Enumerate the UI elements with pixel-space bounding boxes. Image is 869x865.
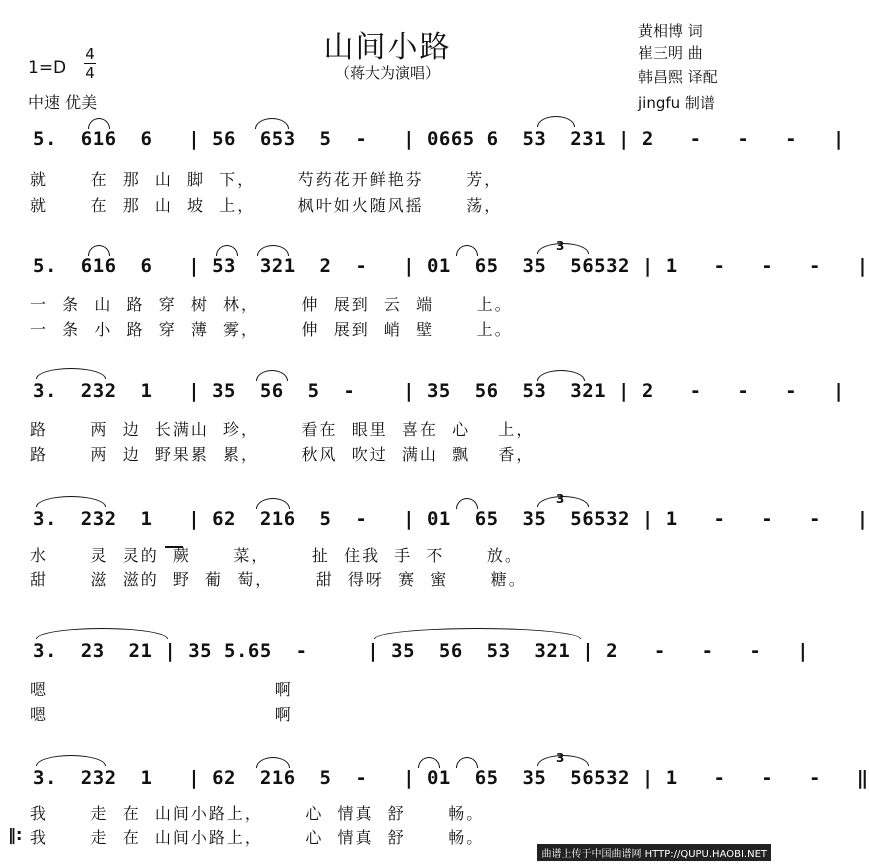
staff-row-4: 3. 232 1 | 62 216 5 - | 01 65 35 56532 | 1 - - - | 3: [0, 508, 775, 548]
notation-line: 3. 232 1 | 35 56 5 - | 35 56 53 321 | 2 - - - |: [33, 380, 845, 402]
translator-credit: 韩昌熙 译配: [638, 68, 718, 86]
typesetter-credit: jingfu 制谱: [638, 94, 715, 112]
staff-row-3: [0, 380, 845, 420]
lyrics-verse-1-row-6: 我 走 在 山间小路上， 心 情真 舒 畅。: [30, 804, 485, 823]
notation-line: 5. 616 6 | 56 653 5 - | 0665 6 53 231 | 2 - - - |: [33, 128, 845, 150]
lyrics-verse-2-row-2: 一 条 小 路 穿 薄 雾， 伸 展到 峭 壁 上。: [30, 320, 513, 339]
lyrics-verse-2-row-5: 嗯 啊: [30, 705, 293, 724]
time-signature-bottom: 4: [85, 64, 95, 82]
composer-credit: 崔三明 曲: [638, 44, 703, 62]
lyrics-verse-1-row-4: 水 灵 灵的 蕨 菜， 扯 住我 手 不 放。: [30, 546, 523, 565]
source-watermark: 曲谱上传于中国曲谱网 HTTP://QUPU.HAOBI.NET: [537, 844, 771, 861]
notation-line: 3. 232 1 | 62 216 5 - | 01 65 35 56532 | 1 - - - |: [33, 508, 869, 530]
staff-row-6: 3. 232 1 | 62 216 5 - | 01 65 35 56532 | 1 - - - ‖ 3: [33, 751, 869, 789]
staff-row-5: [0, 640, 810, 680]
time-signature: [84, 46, 96, 81]
lyrics-verse-1-row-2: 一 条 山 路 穿 树 林， 伸 展到 云 端 上。: [30, 295, 513, 314]
lyrics-verse-1-row-5: 嗯 啊: [30, 680, 293, 699]
lyrics-verse-2-row-1: 就 在 那 山 坡 上， 枫叶如火随风摇 荡，: [30, 196, 503, 215]
lyrics-verse-2-row-6: 我 走 在 山间小路上， 心 情真 舒 畅。: [30, 828, 485, 847]
notation-line: 5. 616 6 | 53 321 2 - | 01 65 35 56532 | 1 - - - |: [33, 255, 869, 277]
lyricist-credit: 黄相博 词: [638, 22, 703, 40]
lyrics-verse-1-row-1: 就 在 那 山 脚 下， 芍药花开鲜艳芬 芳，: [30, 170, 503, 189]
staff-row-1: [0, 128, 845, 168]
lyrics-verse-2-row-3: 路 两 边 野果累 累， 秋风 吹过 满山 飘 香，: [30, 445, 535, 464]
staff-row-2: 5. 616 6 | 53 321 2 - | 01 65 35 56532 | 1 - - - | 3: [33, 239, 869, 277]
notation-line: 3. 232 1 | 62 216 5 - | 01 65 35 56532 | 1 - - - ‖: [33, 767, 869, 789]
tempo-marking: 中速 优美: [28, 93, 98, 112]
key-signature: 1=D: [28, 58, 67, 78]
notation-line: 3. 23 21 | 35 5.65 - | 35 56 53 321 | 2 - - - |: [33, 640, 810, 662]
lyrics-verse-1-row-3: 路 两 边 长满山 珍， 看在 眼里 喜在 心 上，: [30, 420, 535, 439]
lyrics-verse-2-row-4: 甜 滋 滋的 野 葡 萄， 甜 得呀 赛 蜜 糖。: [30, 570, 527, 589]
singer-credit: （蒋大为演唱）: [334, 64, 440, 82]
time-signature-top: 4: [85, 45, 95, 63]
repeat-start-mark: ‖:: [8, 825, 23, 844]
song-title: 山间小路: [323, 30, 452, 65]
